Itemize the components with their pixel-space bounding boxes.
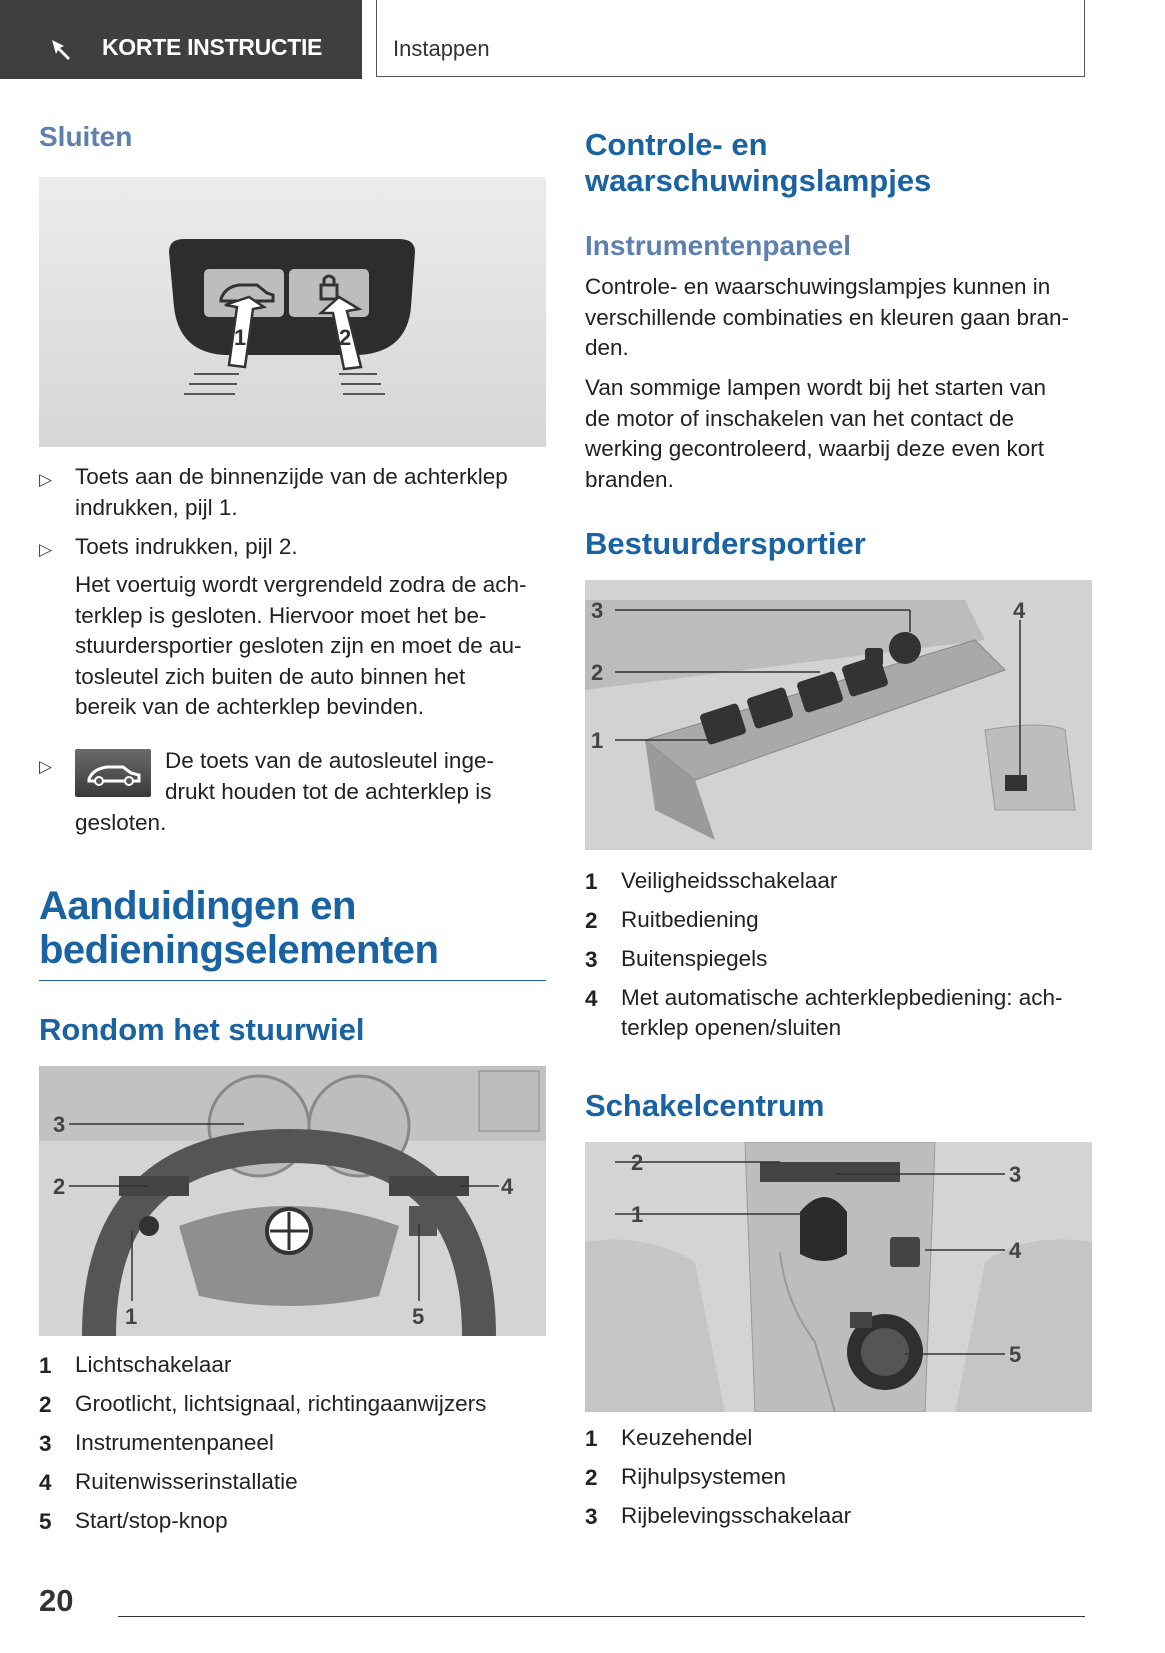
fig-label: 1 <box>591 728 604 753</box>
list-item-continued: terklep openen/sluiten <box>621 1015 842 1040</box>
list-number: 3 <box>39 1431 52 1456</box>
fig-label: 2 <box>591 660 604 685</box>
sluiten-bullet-1: Toets aan de binnenzijde van de achterklep indrukken, pijl 1. <box>75 464 508 520</box>
list-item: Keuzehendel <box>621 1425 753 1450</box>
list-item: Rijbelevingsschakelaar <box>621 1503 852 1528</box>
portier-heading: Bestuurdersportier <box>585 526 866 561</box>
list-number: 2 <box>585 1465 598 1490</box>
list-item: Ruitbediening <box>621 907 759 932</box>
fig-label: 5 <box>412 1304 425 1329</box>
list-item: Grootlicht, lichtsignaal, richtingaanwijzers <box>75 1391 487 1416</box>
schakel-heading: Schakelcentrum <box>585 1088 825 1123</box>
instrumentenpaneel-subheading: Instrumentenpaneel <box>585 230 852 261</box>
fig-label: 2 <box>53 1174 66 1199</box>
fig-label: 1 <box>631 1202 644 1227</box>
section-tab <box>0 0 362 79</box>
pin-icon <box>48 36 76 64</box>
list-number: 3 <box>585 947 598 972</box>
list-number: 2 <box>39 1392 52 1417</box>
footer-rule <box>118 1616 1085 1617</box>
tailgate-buttons-figure <box>39 177 546 447</box>
fig-label: 1 <box>125 1304 138 1329</box>
sluiten-note: Het voertuig wordt vergrendeld zodra de ach- terklep is gesloten. Hiervoor moet het be- stuurdersportier gesloten zijn en moet de au- tosleutel zich buiten de auto binnen het bereik van de achterklep bevinden. <box>75 572 527 719</box>
fig-label: 5 <box>1009 1342 1022 1367</box>
bullet-triangle-icon: ▷ <box>39 757 53 776</box>
fig-label: 3 <box>1009 1162 1022 1187</box>
list-number: 1 <box>585 869 598 894</box>
list-number: 3 <box>585 1504 598 1529</box>
controle-paragraph-2: Van sommige lampen wordt bij het starten van de motor of inschakelen van het contact de werking gecontroleerd, waarbij deze even kort branden. <box>585 375 1047 492</box>
page-number: 20 <box>39 1583 74 1618</box>
heading-underline <box>39 980 546 981</box>
list-number: 1 <box>585 1426 598 1451</box>
gear-selector-figure <box>585 1142 1092 1412</box>
stuurwiel-heading: Rondom het stuurwiel <box>39 1012 365 1047</box>
section-title: KORTE INSTRUCTIE <box>102 34 323 60</box>
list-number: 4 <box>585 986 598 1011</box>
aanduidingen-heading: Aanduidingen en bedieningselementen <box>39 884 439 972</box>
list-number: 5 <box>39 1509 52 1534</box>
list-item: Met automatische achterklepbediening: ach- <box>621 985 1063 1010</box>
list-item: Instrumentenpaneel <box>75 1430 274 1455</box>
fig-label: 4 <box>501 1174 514 1199</box>
sluiten-bullet-3-a: De toets van de autosleutel inge- drukt houden tot de achterklep is <box>165 748 494 804</box>
fig-label: 2 <box>631 1150 644 1175</box>
list-item: Lichtschakelaar <box>75 1352 232 1377</box>
sluiten-bullet-3-b: gesloten. <box>75 810 167 835</box>
car-key-tailgate-icon <box>75 749 151 797</box>
list-item: Start/stop-knop <box>75 1508 228 1533</box>
fig-label: 1 <box>234 325 247 350</box>
controle-paragraph-1: Controle- en waarschuwingslampjes kunnen in verschillende combinaties en kleuren gaan bran- den. <box>585 274 1070 360</box>
bullet-triangle-icon: ▷ <box>39 470 53 489</box>
controle-heading: Controle- en waarschuwingslampjes <box>585 127 932 198</box>
list-number: 2 <box>585 908 598 933</box>
fig-label: 4 <box>1013 598 1026 623</box>
subsection-box <box>376 0 1085 77</box>
list-number: 1 <box>39 1353 52 1378</box>
steering-wheel-figure <box>39 1066 546 1336</box>
sluiten-heading: Sluiten <box>39 121 133 152</box>
list-number: 4 <box>39 1470 52 1495</box>
list-item: Ruitenwisserinstallatie <box>75 1469 298 1494</box>
subsection-title: Instappen <box>393 36 490 61</box>
fig-label: 3 <box>53 1112 66 1137</box>
list-item: Buitenspiegels <box>621 946 768 971</box>
fig-label: 3 <box>591 598 604 623</box>
list-item: Veiligheidsschakelaar <box>621 868 838 893</box>
driver-door-figure <box>585 580 1092 850</box>
bullet-triangle-icon: ▷ <box>39 540 53 559</box>
fig-label: 2 <box>339 325 352 350</box>
fig-label: 4 <box>1009 1238 1022 1263</box>
sluiten-bullet-2: Toets indrukken, pijl 2. <box>75 534 298 559</box>
list-item: Rijhulpsystemen <box>621 1464 787 1489</box>
